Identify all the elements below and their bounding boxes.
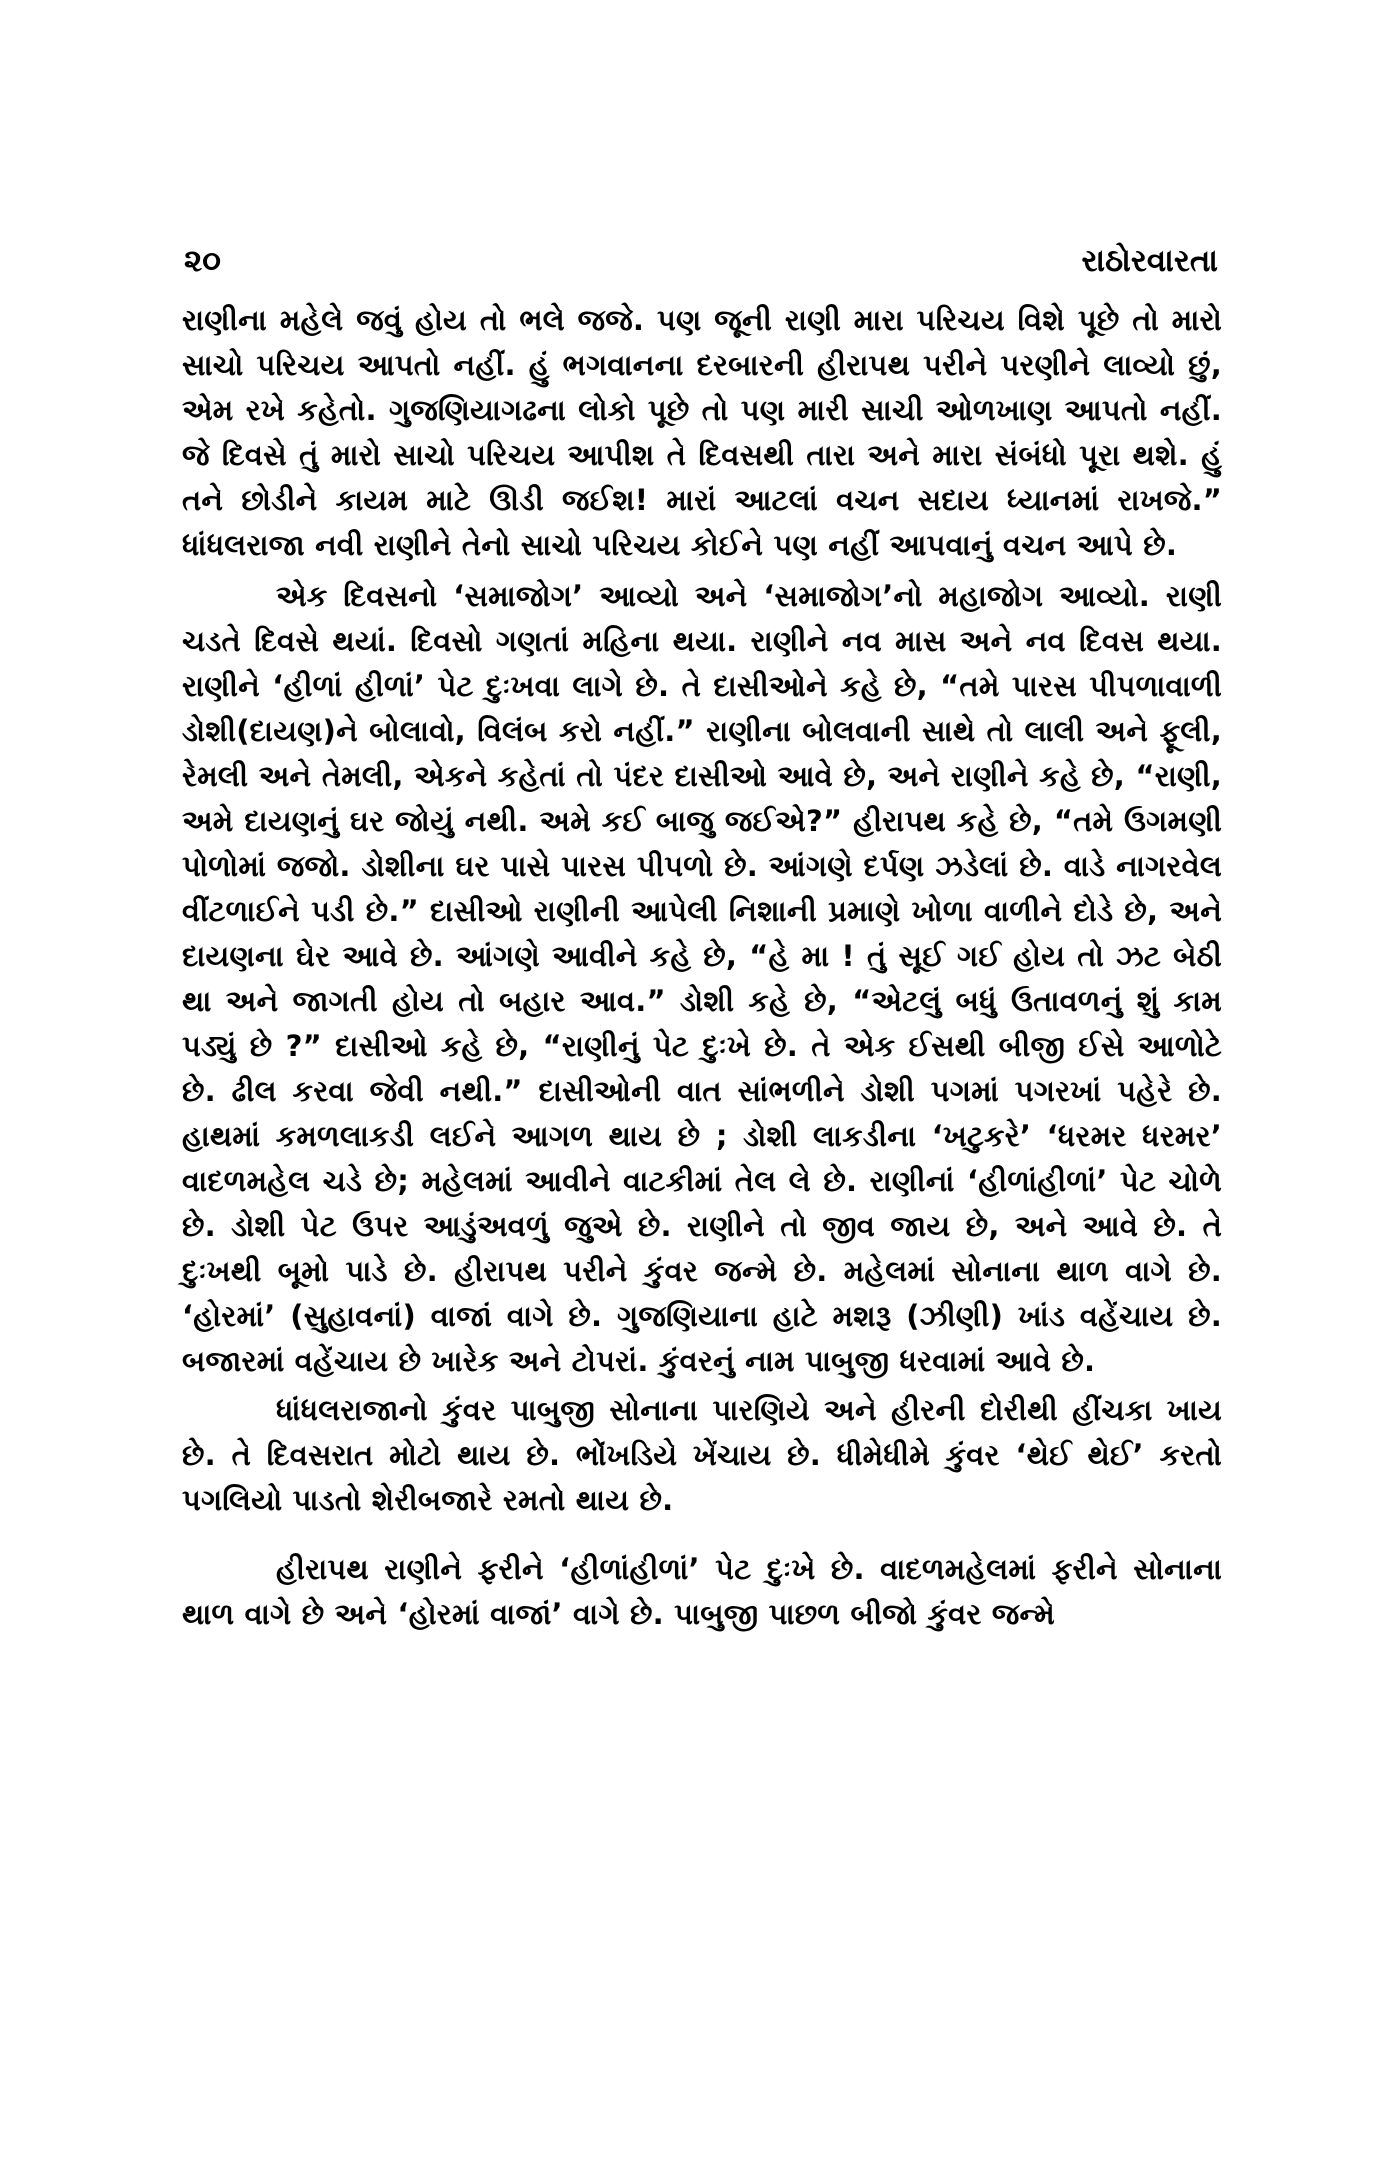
paragraph-pabuji-growth: ધાંધલરાજાનો કુંવર પાબુજી સોનાના પારણિયે અને હીરની દોરીથી હીંચકા ખાય છે. તે દિવસરાત મોટો થાય છે. ભોંખડિયે ખેંચાય છે. ધીમેધીમે કુંવર ‘થેઈ થેઈ’ કરતો પગલિયો પાડતો શેરીબજારે રમતો થાય છે. <box>182 1393 1222 1517</box>
page-number: ૨૦ <box>184 243 221 279</box>
body-text <box>182 298 1222 1637</box>
page-header <box>184 238 1218 284</box>
running-title: રાઠોરવારતા <box>1081 243 1218 279</box>
paragraph-continuation: રાણીના મહેલે જવું હોય તો ભલે જજે. પણ જૂની રાણી મારા પરિચય વિશે પૂછે તો મારો સાચો પરિચય આપતો નહીં. હું ભગવાનના દરબારની હીરાપથ પરીને પરણીને લાવ્યો છું, એમ રખે કહેતો. ગુજણિયાગઢના લોકો પૂછે તો પણ મારી સાચી ઓળખાણ આપતો નહીં. જે દિવસે તું મારો સાચો પરિચય આપીશ તે દિવસથી તારા અને મારા સંબંધો પૂરા થશે. હું તને છોડીને કાયમ માટે ઊડી જઈશ! મારાં આટલાં વચન સદાય ધ્યાનમાં રાખજે.” ધાંધલરાજા નવી રાણીને તેનો સાચો પરિચય કોઈને પણ નહીં આપવાનું વચન આપે છે. <box>182 303 1222 562</box>
paragraph-second-son: હીરાપથ રાણીને ફરીને ‘હીળાંહીળાં’ પેટ દુઃખે છે. વાદળમહેલમાં ફરીને સોનાના થાળ વાગે છે અને ‘હોરમાં વાજાં’ વાગે છે. પાબુજી પાછળ બીજો કુંવર જન્મે <box>182 1552 1222 1631</box>
paragraph-birth: એક દિવસનો ‘સમાજોગ’ આવ્યો અને ‘સમાજોગ’નો મહાજોગ આવ્યો. રાણી ચડતે દિવસે થયાં. દિવસો ગણતાં મહિના થયા. રાણીને નવ માસ અને નવ દિવસ થયા. રાણીને ‘હીળાં હીળાં’ પેટ દુઃખવા લાગે છે. તે દાસીઓને કહે છે, “તમે પારસ પીપળાવાળી ડોશી(દાયણ)ને બોલાવો, વિલંબ કરો નહીં.” રાણીના બોલવાની સાથે તો લાલી અને ફૂલી, રેમલી અને તેમલી, એકને કહેતાં તો પંદર દાસીઓ આવે છે, અને રાણીને કહે છે, “રાણી, અમે દાયણનું ઘર જોયું નથી. અમે કઈ બાજુ જઈએ?” હીરાપથ કહે છે, “તમે ઉગમણી પોળોમાં જજો. ડોશીના ઘર પાસે પારસ પીપળો છે. આંગણે દર્પણ ઝડેલાં છે. વાડે નાગરવેલ વીંટળાઈને પડી છે.” દાસીઓ રાણીની આપેલી નિશાની પ્રમાણે ખોળા વાળીને દોડે છે, અને દાયણના ઘેર આવે છે. આંગણે આવીને કહે છે, “હે મા ! તું સૂઈ ગઈ હોય તો ઝટ બેઠી થા અને જાગતી હોય તો બહાર આવ.” ડોશી કહે છે, “એટલું બધું ઉતાવળનું શું કામ પડ્યું છે ?” દાસીઓ કહે છે, “રાણીનું પેટ દુઃખે છે. તે એક ઈસથી બીજી ઈસે આળોટે છે. ઢીલ કરવા જેવી નથી.” દાસીઓની વાત સાંભળીને ડોશી પગમાં પગરખાં પહેરે છે. હાથમાં કમળલાકડી લઈને આગળ થાય છે ; ડોશી લાકડીના ‘ખટુકરે’ ‘ધરમર ધરમર’ વાદળમહેલ ચડે છે; મહેલમાં આવીને વાટકીમાં તેલ લે છે. રાણીનાં ‘હીળાંહીળાં’ પેટ ચોળે છે. ડોશી પેટ ઉપર આડુંઅવળું જુએ છે. રાણીને તો જીવ જાય છે, અને આવે છે. તે દુઃખથી બૂમો પાડે છે. હીરાપથ પરીને કુંવર જન્મે છે. મહેલમાં સોનાના થાળ વાગે છે. ‘હોરમાં’ (સુહાવનાં) વાજાં વાગે છે. ગુજણિયાના હાટે મશરૂ (ઝીણી) ખાંડ વહેંચાય છે. બજારમાં વહેંચાય છે ખારેક અને ટોપરાં. કુંવરનું નામ પાબુજી ધરવામાં આવે છે. <box>182 579 1222 1378</box>
